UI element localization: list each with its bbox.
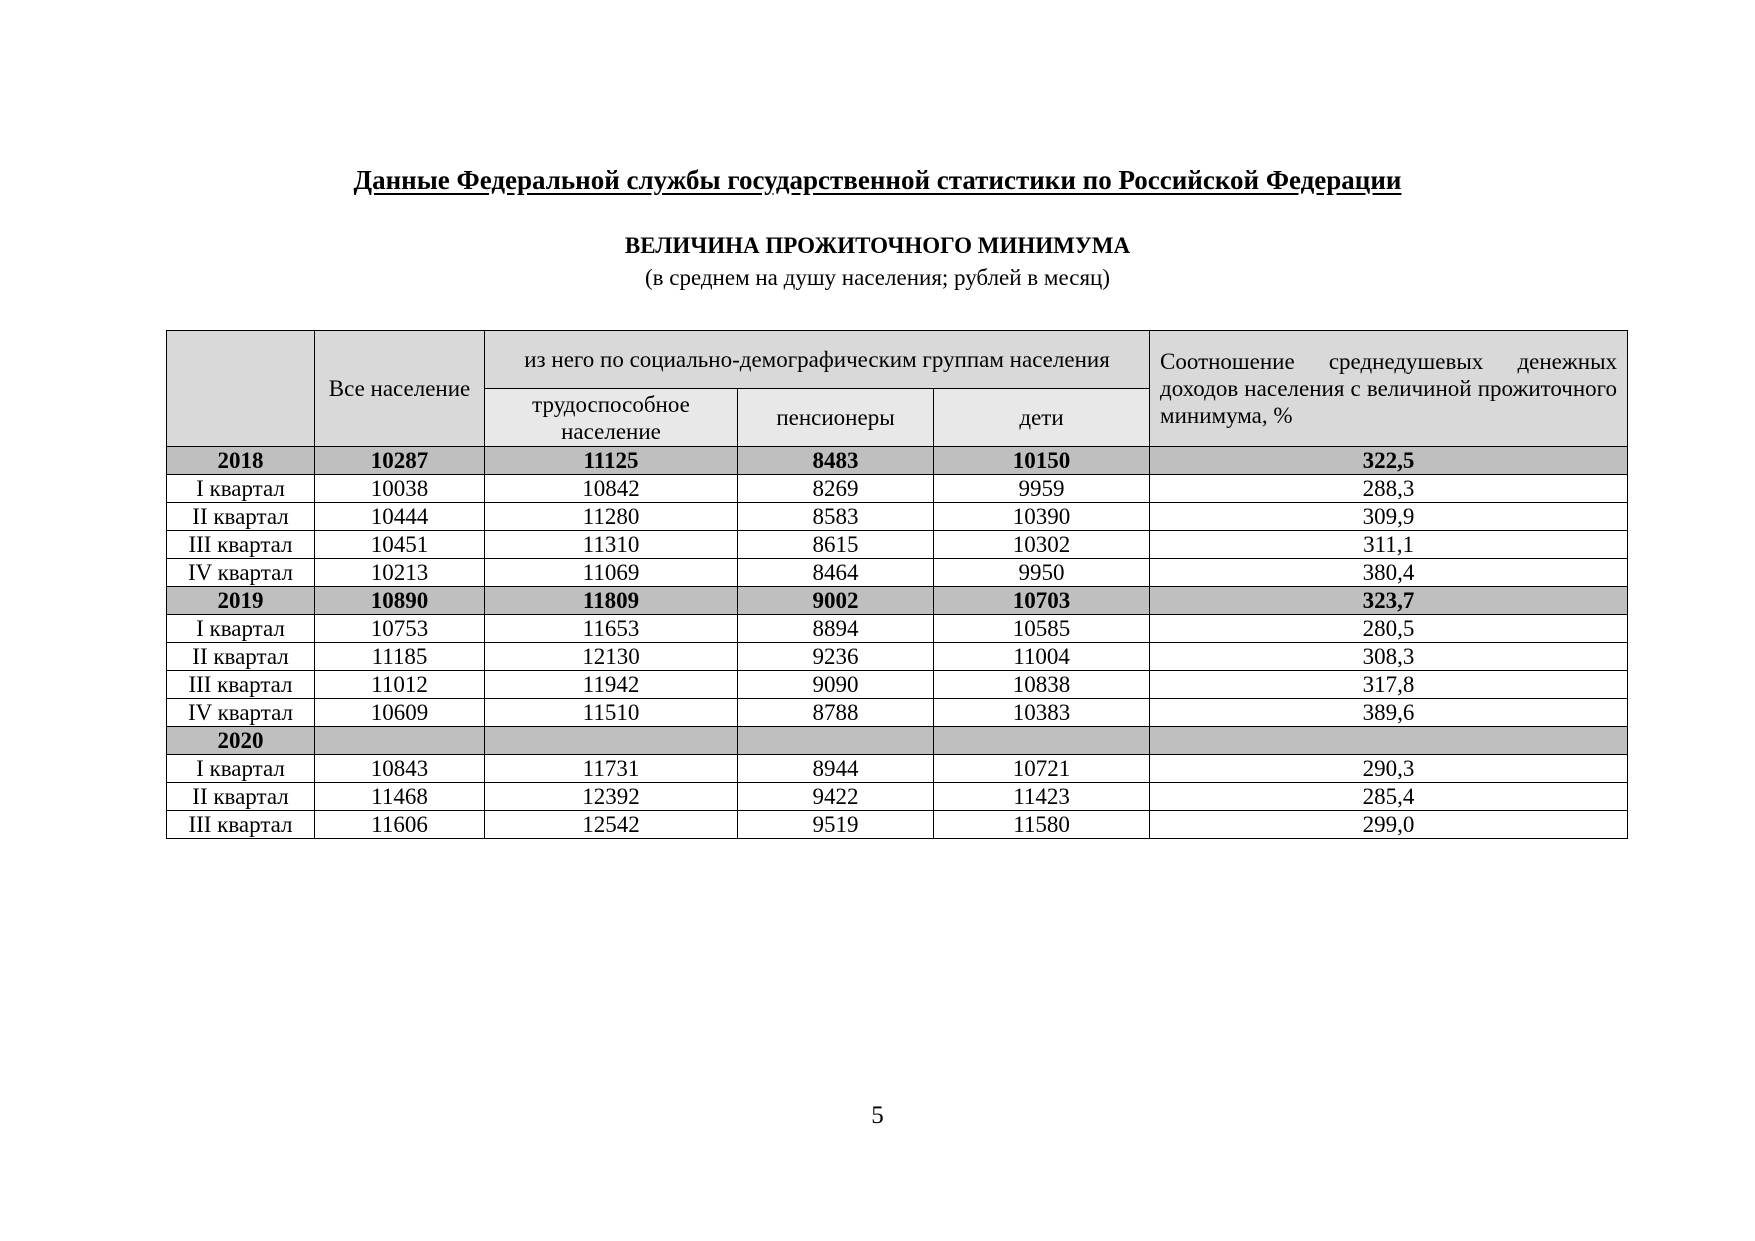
table-cell: 10890	[315, 587, 485, 615]
table-cell: 10287	[315, 447, 485, 475]
row-label: I квартал	[167, 475, 315, 503]
table-cell: 11423	[934, 783, 1150, 811]
row-label: 2018	[167, 447, 315, 475]
row-label: I квартал	[167, 755, 315, 783]
page-number: 5	[871, 1102, 884, 1129]
table-cell: 11606	[315, 811, 485, 839]
header-period	[167, 331, 315, 447]
table-cell: 9002	[738, 587, 934, 615]
subsistence-minimum-table	[166, 330, 1628, 839]
table-cell: 8615	[738, 531, 934, 559]
table-units-note: (в среднем на душу населения; рублей в месяц)	[644, 265, 1111, 290]
table-body	[167, 447, 1628, 839]
table-cell: 10609	[315, 699, 485, 727]
row-label: II квартал	[167, 503, 315, 531]
table-cell: 12392	[485, 783, 738, 811]
table-cell: 8944	[738, 755, 934, 783]
table-year-row	[167, 587, 1628, 615]
table-cell: 8583	[738, 503, 934, 531]
table-cell: 10721	[934, 755, 1150, 783]
table-row	[167, 503, 1628, 531]
row-label: III квартал	[167, 531, 315, 559]
table-cell	[934, 727, 1150, 755]
table-cell: 323,7	[1150, 587, 1628, 615]
table-row	[167, 615, 1628, 643]
row-label: IV квартал	[167, 699, 315, 727]
row-label: III квартал	[167, 671, 315, 699]
table-cell: 9236	[738, 643, 934, 671]
table-cell: 8464	[738, 559, 934, 587]
table-cell	[1150, 727, 1628, 755]
table-cell: 11809	[485, 587, 738, 615]
table-cell: 10585	[934, 615, 1150, 643]
table-cell: 9090	[738, 671, 934, 699]
table-cell	[485, 727, 738, 755]
table-cell: 8269	[738, 475, 934, 503]
table-cell: 9950	[934, 559, 1150, 587]
table-cell: 10444	[315, 503, 485, 531]
table-cell: 11942	[485, 671, 738, 699]
table-cell	[738, 727, 934, 755]
header-working-age: трудоспособное население	[485, 389, 738, 447]
header-groups: из него по социально-демографическим группам населения	[485, 331, 1150, 389]
table-cell: 8894	[738, 615, 934, 643]
row-label: II квартал	[167, 643, 315, 671]
row-label: III квартал	[167, 811, 315, 839]
table-cell: 10842	[485, 475, 738, 503]
table-cell: 309,9	[1150, 503, 1628, 531]
header-children: дети	[934, 389, 1150, 447]
table-cell: 10753	[315, 615, 485, 643]
row-label: I квартал	[167, 615, 315, 643]
table-cell: 11510	[485, 699, 738, 727]
table-row	[167, 643, 1628, 671]
table-cell: 11280	[485, 503, 738, 531]
table-cell: 10038	[315, 475, 485, 503]
table-cell: 11580	[934, 811, 1150, 839]
table-cell: 10451	[315, 531, 485, 559]
table-cell: 389,6	[1150, 699, 1628, 727]
table-subtitle: ВЕЛИЧИНА ПРОЖИТОЧНОГО МИНИМУМА	[624, 233, 1131, 258]
table-cell: 11069	[485, 559, 738, 587]
table-cell: 11004	[934, 643, 1150, 671]
table-cell: 299,0	[1150, 811, 1628, 839]
table-cell: 8788	[738, 699, 934, 727]
table-cell: 11012	[315, 671, 485, 699]
table-cell: 10838	[934, 671, 1150, 699]
table-cell: 10703	[934, 587, 1150, 615]
table-cell: 8483	[738, 447, 934, 475]
table-row	[167, 531, 1628, 559]
table-cell: 10150	[934, 447, 1150, 475]
table-cell: 322,5	[1150, 447, 1628, 475]
page-title: Данные Федеральной службы государственной статистики по Российской Федерации	[353, 165, 1402, 195]
table-cell: 11731	[485, 755, 738, 783]
table-year-row	[167, 727, 1628, 755]
table-row	[167, 559, 1628, 587]
table-cell: 290,3	[1150, 755, 1628, 783]
table-row	[167, 699, 1628, 727]
table-cell: 11310	[485, 531, 738, 559]
table-cell	[315, 727, 485, 755]
table-cell: 9519	[738, 811, 934, 839]
table-cell: 11653	[485, 615, 738, 643]
row-label: II квартал	[167, 783, 315, 811]
table-cell: 10843	[315, 755, 485, 783]
row-label: 2019	[167, 587, 315, 615]
table-cell: 311,1	[1150, 531, 1628, 559]
table-cell: 11125	[485, 447, 738, 475]
header-pensioners: пенсионеры	[738, 389, 934, 447]
table-year-row	[167, 447, 1628, 475]
table-cell: 10302	[934, 531, 1150, 559]
row-label: 2020	[167, 727, 315, 755]
table-cell: 11185	[315, 643, 485, 671]
table-cell: 11468	[315, 783, 485, 811]
row-label: IV квартал	[167, 559, 315, 587]
table-cell: 317,8	[1150, 671, 1628, 699]
table-row	[167, 811, 1628, 839]
table-row	[167, 671, 1628, 699]
table-cell: 380,4	[1150, 559, 1628, 587]
table-cell: 10383	[934, 699, 1150, 727]
table-cell: 12130	[485, 643, 738, 671]
table-cell: 288,3	[1150, 475, 1628, 503]
header-income-ratio: Соотношение среднедушевых денежных доходов населения с величиной прожиточного минимума, %	[1150, 331, 1628, 447]
table-cell: 9959	[934, 475, 1150, 503]
table-row	[167, 783, 1628, 811]
table-cell: 10213	[315, 559, 485, 587]
table-cell: 9422	[738, 783, 934, 811]
table-cell: 12542	[485, 811, 738, 839]
table-row	[167, 755, 1628, 783]
header-all-population: Все население	[315, 331, 485, 447]
table-row	[167, 475, 1628, 503]
table-cell: 308,3	[1150, 643, 1628, 671]
table-cell: 285,4	[1150, 783, 1628, 811]
table-cell: 10390	[934, 503, 1150, 531]
table-cell: 280,5	[1150, 615, 1628, 643]
